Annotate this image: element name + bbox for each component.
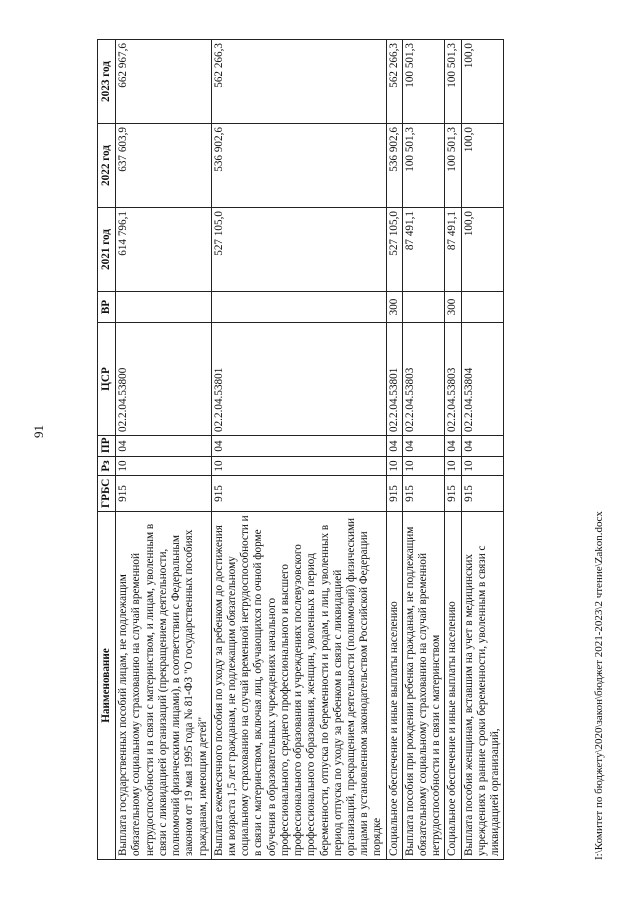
row-pr: 04: [461, 436, 504, 457]
row-2022: 100 501,3: [402, 124, 445, 208]
budget-table: [97, 39, 504, 860]
row-2023: 100,0: [461, 40, 504, 124]
header-2023: 2023 год: [98, 40, 116, 124]
row-2022: 100 501,3: [445, 124, 461, 208]
row-2021: 527 105,0: [211, 208, 386, 292]
row-2023: 100 501,3: [402, 40, 445, 124]
header-pr: ПР: [98, 436, 116, 457]
row-rz: 10: [402, 457, 445, 476]
row-2023: 562 266,3: [211, 40, 386, 124]
row-pr: 04: [402, 436, 445, 457]
row-pr: 04: [386, 436, 402, 457]
row-2021: 527 105,0: [386, 208, 402, 292]
row-vr: 300: [386, 292, 402, 323]
row-csr: 02.2.04.53800: [116, 323, 212, 436]
header-2022: 2022 год: [98, 124, 116, 208]
row-vr: [211, 292, 386, 323]
row-csr: 02.2.04.53804: [461, 323, 504, 436]
row-2021: 87 491,1: [445, 208, 461, 292]
row-name: Выплата ежемесячного пособия по уходу за ребенком до достижения им возраста 1,5 лет гражданам, не подлежащим обязательному социальному страхованию на случай временной нетрудоспособности и в связи с материнством, включая лиц, обучающихся по очной форме обучения в образовательных учреждениях начального профессионального, среднего профессионального и высшего профессионального образования и учреждениях послевузовского профессионального образования, женщин, уволенных в период беременности, отпуска по беременности и родам, и лиц, уволенных в период отпуска по уходу за ребенком в связи с ликвидацией организаций, прекращением деятельности (полномочий) физическими лицами в установленном законодательством Российской Федерации порядке: [211, 512, 386, 860]
row-csr: 02.2.04.53803: [402, 323, 445, 436]
row-name: Выплата пособия женщинам, вставшим на учет в медицинских учреждениях в ранние сроки беременности, уволенным в связи с ликвидацией организаций,: [461, 512, 504, 860]
row-vr: [116, 292, 212, 323]
table-header-row: [98, 40, 116, 860]
table-row: [402, 40, 445, 860]
row-grbs: 915: [386, 476, 402, 512]
row-grbs: 915: [445, 476, 461, 512]
row-vr: 300: [445, 292, 461, 323]
row-name: Социальное обеспечение и иные выплаты населению: [386, 512, 402, 860]
row-2022: 637 603,9: [116, 124, 212, 208]
row-2021: 87 491,1: [402, 208, 445, 292]
table-row: [386, 40, 402, 860]
row-grbs: 915: [402, 476, 445, 512]
row-2021: 100,0: [461, 208, 504, 292]
row-pr: 04: [116, 436, 212, 457]
row-grbs: 915: [211, 476, 386, 512]
row-rz: 10: [445, 457, 461, 476]
row-vr: [402, 292, 445, 323]
header-vr: ВР: [98, 292, 116, 323]
header-name: Наименование: [98, 512, 116, 860]
row-rz: 10: [461, 457, 504, 476]
row-rz: 10: [116, 457, 212, 476]
row-grbs: 915: [116, 476, 212, 512]
header-csr: ЦСР: [98, 323, 116, 436]
row-pr: 04: [211, 436, 386, 457]
header-grbs: ГРБС: [98, 476, 116, 512]
row-pr: 04: [445, 436, 461, 457]
row-2023: 662 967,6: [116, 40, 212, 124]
row-2022: 536 902,6: [211, 124, 386, 208]
table-row: [445, 40, 461, 860]
row-name: Выплата государственных пособий лицам, не подлежащим обязательному социальному страхованию на случай временной нетрудоспособности и в связи с материнством, и лицам, уволенным в связи с ликвидацией организаций (прекращением деятельности, полномочий физическими лицами), в соответствии с Федеральным законом от 19 мая 1995 года № 81-ФЗ "О государственных пособиях гражданам, имеющим детей": [116, 512, 212, 860]
row-csr: 02.2.04.53801: [386, 323, 402, 436]
row-name: Выплата пособия при рождении ребенка гражданам, не подлежащим обязательному социальному страхованию на случай временной нетрудоспособности и в связи с материнством: [402, 512, 445, 860]
row-grbs: 915: [461, 476, 504, 512]
header-rz: Рз: [98, 457, 116, 476]
row-rz: 10: [386, 457, 402, 476]
row-csr: 02.2.04.53801: [211, 323, 386, 436]
row-csr: 02.2.04.53803: [445, 323, 461, 436]
row-2023: 562 266,3: [386, 40, 402, 124]
page-number: 91: [31, 425, 46, 438]
row-name: Социальное обеспечение и иные выплаты населению: [445, 512, 461, 860]
table-row: [461, 40, 504, 860]
header-2021: 2021 год: [98, 208, 116, 292]
rotated-page-content: [97, 40, 605, 860]
row-2023: 100 501,3: [445, 40, 461, 124]
table-row: [116, 40, 212, 860]
footer-file-path: I:\Комитет по бюджету\2020\закон\бюджет 2021-2023\2 чтение\Zakon.docx: [593, 511, 605, 860]
row-2022: 536 902,6: [386, 124, 402, 208]
row-vr: [461, 292, 504, 323]
row-2022: 100,0: [461, 124, 504, 208]
table-row: [211, 40, 386, 860]
row-rz: 10: [211, 457, 386, 476]
row-2021: 614 796,1: [116, 208, 212, 292]
